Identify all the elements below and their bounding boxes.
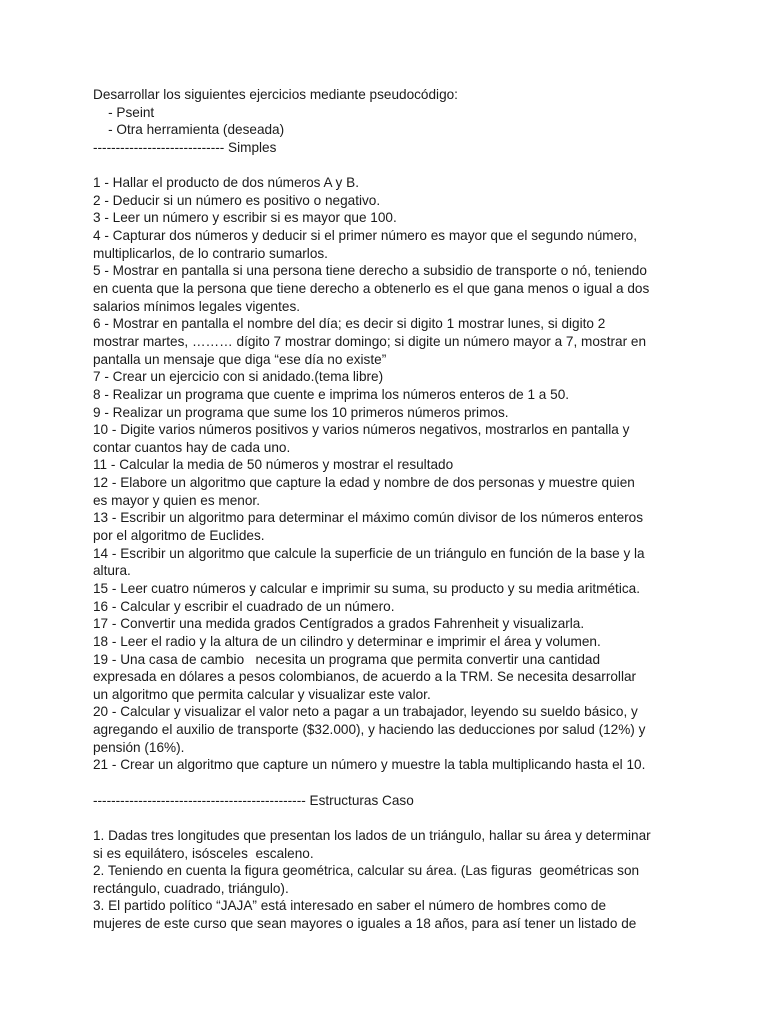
caso-exercise-list	[93, 827, 693, 933]
exercise-line: 5 - Mostrar en pantalla si una persona tiene derecho a subsidio de transporte o nó, teniendo	[93, 263, 647, 279]
exercise-line: 3. El partido político “JAJA” está interesado en saber el número de hombres como de	[93, 898, 607, 914]
exercise-line: 9 - Realizar un programa que sume los 10 primeros números primos.	[93, 404, 509, 420]
exercise-line: salarios mínimos legales vigentes.	[93, 298, 301, 314]
exercise-line: 8 - Realizar un programa que cuente e imprima los números enteros de 1 a 50.	[93, 386, 570, 402]
exercise-line: agregando el auxilio de transporte ($32.000), y haciendo las deducciones por salud (12%) y	[93, 722, 646, 738]
exercise-line: rectángulo, cuadrado, triángulo).	[93, 880, 289, 896]
exercise-line: 2. Teniendo en cuenta la figura geométrica, calcular su área. (Las figuras geométricas son	[93, 863, 640, 879]
exercise-line: 12 - Elabore un algoritmo que capture la edad y nombre de dos personas y muestre quien	[93, 475, 635, 491]
exercise-line: multiplicarlos, de lo contrario sumarlos.	[93, 245, 328, 261]
exercise-line: 1 - Hallar el producto de dos números A y B.	[93, 175, 359, 191]
exercise-line: 19 - Una casa de cambio necesita un programa que permita convertir una cantidad	[93, 651, 601, 667]
spacer	[93, 774, 693, 792]
intro-line: Desarrollar los siguientes ejercicios mediante pseudocódigo:	[93, 87, 458, 102]
tool-option-pseint: - Pseint	[93, 104, 155, 120]
spacer	[93, 157, 693, 175]
exercise-line: un algoritmo que permita calcular y visualizar este valor.	[93, 686, 431, 702]
section-heading-simples: ----------------------------- Simples	[93, 139, 277, 155]
exercise-line: por el algoritmo de Euclides.	[93, 528, 265, 544]
exercise-line: mujeres de este curso que sean mayores o iguales a 18 años, para así tener un listado de	[93, 916, 637, 932]
exercise-line: 16 - Calcular y escribir el cuadrado de un número.	[93, 598, 395, 614]
exercise-line: 17 - Convertir una medida grados Centígrados a grados Fahrenheit y visualizarla.	[93, 616, 585, 632]
exercise-line: 11 - Calcular la media de 50 números y mostrar el resultado	[93, 457, 454, 473]
exercise-line: 4 - Capturar dos números y deducir si el primer número es mayor que el segundo número,	[93, 228, 638, 244]
exercise-line: pensión (16%).	[93, 739, 185, 755]
exercise-line: pantalla un mensaje que diga “ese día no existe”	[93, 351, 387, 367]
exercise-line: 13 - Escribir un algoritmo para determinar el máximo común divisor de los números enteros	[93, 510, 644, 526]
exercise-line: contar cuantos hay de cada uno.	[93, 439, 291, 455]
exercise-line: expresada en dólares a pesos colombianos, de acuerdo a la TRM. Se necesita desarrollar	[93, 669, 637, 685]
exercise-line: 18 - Leer el radio y la altura de un cilindro y determinar e imprimir el área y volumen.	[93, 633, 601, 649]
exercise-line: si es equilátero, isósceles escaleno.	[93, 845, 314, 861]
exercise-line: mostrar martes, ……… dígito 7 mostrar domingo; si digite un número mayor a 7, mostrar en	[93, 333, 647, 349]
exercise-line: 7 - Crear un ejercicio con si anidado.(tema libre)	[93, 369, 384, 385]
exercise-line: 20 - Calcular y visualizar el valor neto a pagar a un trabajador, leyendo su sueldo básico, y	[93, 704, 638, 720]
exercise-line: 6 - Mostrar en pantalla el nombre del día; es decir si digito 1 mostrar lunes, si digito 2	[93, 316, 606, 332]
section-heading-estructuras-caso: ----------------------------------------------- Estructuras Caso	[93, 792, 414, 808]
exercise-line: es mayor y quien es menor.	[93, 492, 260, 508]
exercise-line: 21 - Crear un algoritmo que capture un número y muestre la tabla multiplicando hasta el 10.	[93, 757, 646, 773]
exercise-line: 14 - Escribir un algoritmo que calcule la superficie de un triángulo en función de la base y la	[93, 545, 645, 561]
document-page	[93, 86, 693, 933]
exercise-line: altura.	[93, 563, 131, 579]
spacer	[93, 809, 693, 827]
tool-option-other: - Otra herramienta (deseada)	[93, 122, 285, 138]
simples-exercise-list	[93, 174, 693, 774]
exercise-line: 3 - Leer un número y escribir si es mayor que 100.	[93, 210, 397, 226]
exercise-line: 15 - Leer cuatro números y calcular e imprimir su suma, su producto y su media aritmética.	[93, 580, 640, 596]
exercise-line: 1. Dadas tres longitudes que presentan los lados de un triángulo, hallar su área y determinar	[93, 827, 651, 843]
exercise-line: 2 - Deducir si un número es positivo o negativo.	[93, 192, 381, 208]
exercise-line: en cuenta que la persona que tiene derecho a obtenerlo es el que gana menos o igual a dos	[93, 281, 650, 297]
exercise-line: 10 - Digite varios números positivos y varios números negativos, mostrarlos en pantalla y	[93, 422, 630, 438]
